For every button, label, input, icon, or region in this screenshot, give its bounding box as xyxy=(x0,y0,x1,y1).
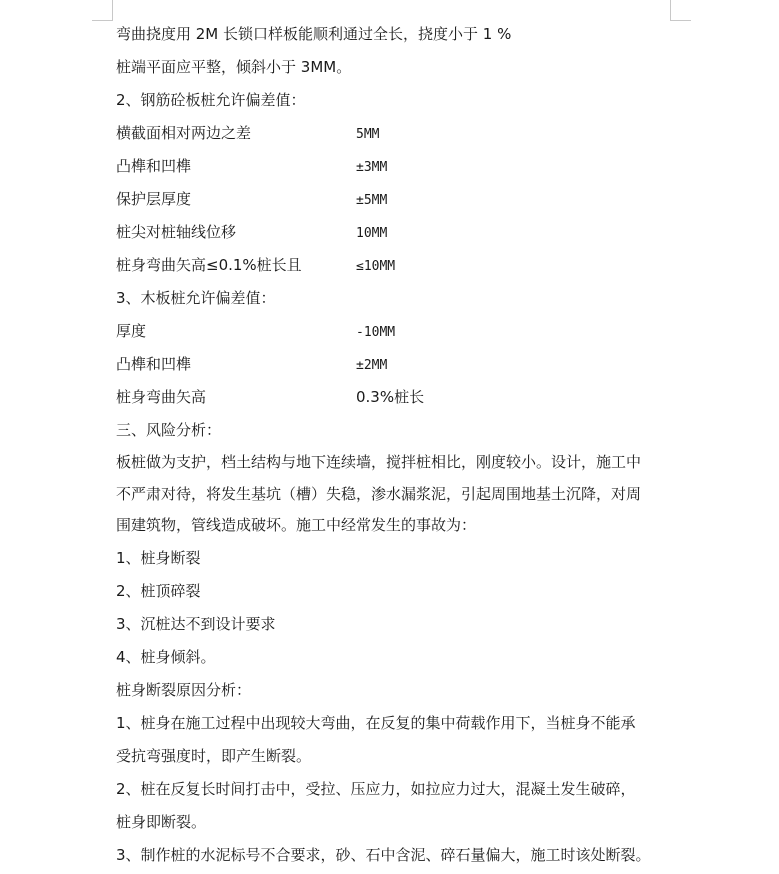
table-row xyxy=(116,216,676,249)
text-line: 弯曲挠度用 2M 长锁口样板能顺利通过全长，挠度小于 1 % xyxy=(116,25,512,43)
row-value: ±5MM xyxy=(356,193,388,208)
row-label: 桩身弯曲矢高 xyxy=(116,388,207,406)
row-label: 桩尖对桩轴线位移 xyxy=(116,223,237,241)
risk-paragraph xyxy=(116,447,676,542)
text-line: 3、制作桩的水泥标号不合要求，砂、石中含泥、碎石量偏大，施工时该处断裂。 xyxy=(116,845,651,864)
table-row xyxy=(116,117,676,150)
row-label: 横截面相对两边之差 xyxy=(116,124,252,142)
section-heading: 2、钢筋砼板桩允许偏差值： xyxy=(116,91,306,109)
tolerance-table-wood xyxy=(116,315,676,414)
accident-list xyxy=(116,542,676,674)
row-label: 凸榫和凹榫 xyxy=(116,355,192,373)
row-value: ≤10MM xyxy=(356,259,396,274)
list-item: 4、桩身倾斜。 xyxy=(116,647,216,666)
section-heading: 3、木板桩允许偏差值： xyxy=(116,289,276,307)
text-line: 2、桩在反复长时间打击中，受拉、压应力，如拉应力过大，混凝土发生破碎， xyxy=(116,779,636,798)
text-line: 板桩做为支护，档土结构与地下连续墙，搅拌桩相比，刚度较小。设计，施工中 xyxy=(116,453,642,471)
list-item: 1、桩身断裂 xyxy=(116,548,201,567)
table-row xyxy=(116,315,676,348)
list-item: 3、沉桩达不到设计要求 xyxy=(116,614,276,633)
table-row xyxy=(116,381,676,414)
row-label: 凸榫和凹榫 xyxy=(116,157,192,175)
row-value: -10MM xyxy=(356,325,396,340)
row-value: 10MM xyxy=(356,226,388,241)
row-label: 保护层厚度 xyxy=(116,190,192,208)
text-line: 受抗弯强度时，即产生断裂。 xyxy=(116,746,312,765)
row-value: ±3MM xyxy=(356,160,388,175)
row-label: 桩身弯曲矢高≤0.1%桩长且 xyxy=(116,256,302,274)
text-line: 桩端平面应平整，倾斜小于 3MM。 xyxy=(116,58,352,76)
document-page xyxy=(116,18,676,872)
row-value: 0.3%桩长 xyxy=(356,388,425,406)
row-value: 5MM xyxy=(356,127,380,142)
tolerance-table-concrete xyxy=(116,117,676,282)
cause-list xyxy=(116,707,676,872)
list-item: 2、桩顶碎裂 xyxy=(116,581,201,600)
table-row xyxy=(116,183,676,216)
page-corner-mark-left xyxy=(92,0,113,21)
row-value: ±2MM xyxy=(356,358,388,373)
text-line: 桩身即断裂。 xyxy=(116,812,207,831)
table-row xyxy=(116,348,676,381)
text-line: 围建筑物，管线造成破坏。施工中经常发生的事故为： xyxy=(116,516,477,534)
text-line: 1、桩身在施工过程中出现较大弯曲，在反复的集中荷载作用下，当桩身不能承 xyxy=(116,713,636,732)
table-row xyxy=(116,150,676,183)
section-heading: 桩身断裂原因分析： xyxy=(116,680,252,699)
row-label: 厚度 xyxy=(116,322,147,340)
text-line: 不严肃对待，将发生基坑（槽）失稳，渗水漏浆泥，引起周围地基土沉降，对周 xyxy=(116,484,642,503)
section-heading: 三、风险分析： xyxy=(116,421,222,439)
table-row xyxy=(116,249,676,282)
